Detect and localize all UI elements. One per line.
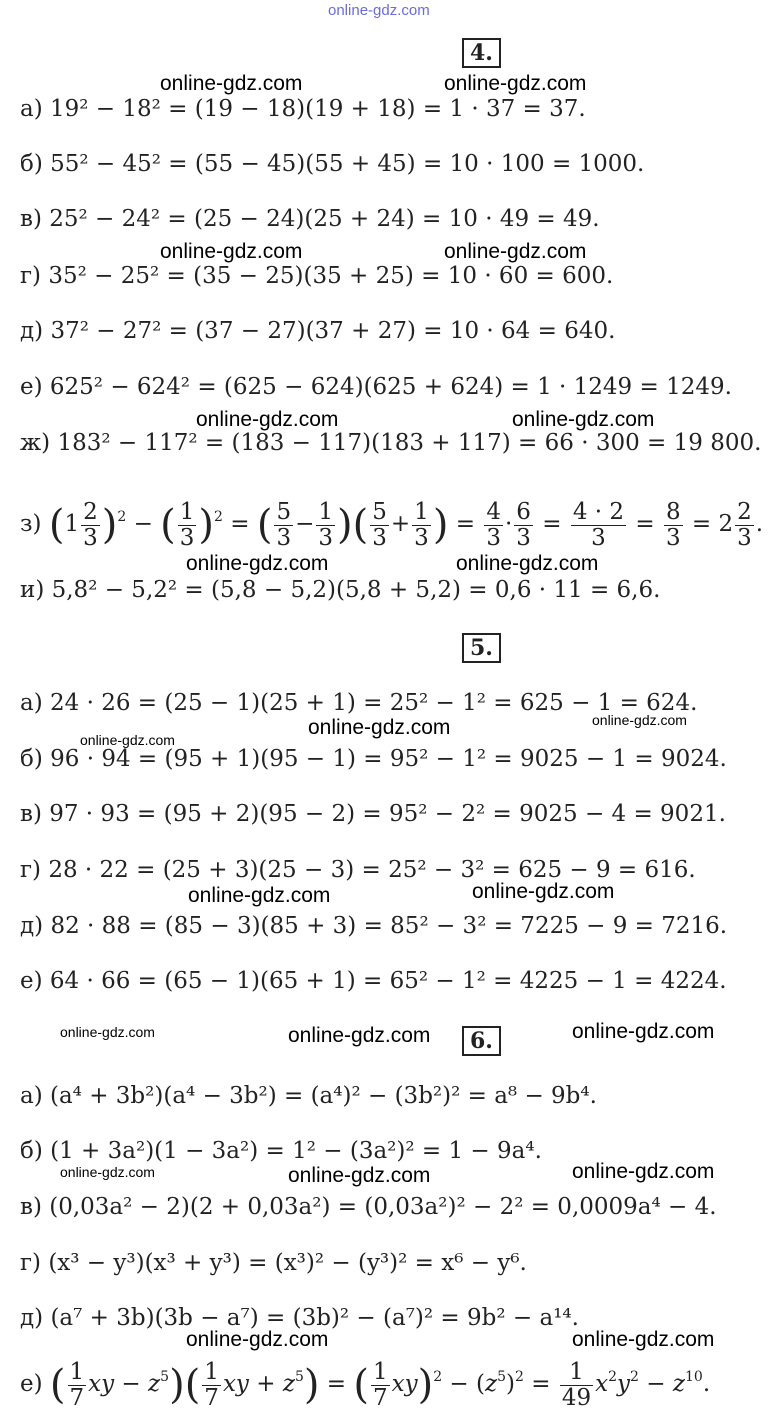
watermark: online-gdz.com: [188, 884, 331, 907]
task4-line-a: а) 19² − 18² = (19 − 18)(19 + 18) = 1 · 37 = 37.: [20, 96, 586, 122]
watermark: online-gdz.com: [186, 1328, 329, 1351]
watermark: online-gdz.com: [160, 72, 303, 95]
task6-line-d: д) (a⁷ + 3b)(3b − a⁷) = (3b)² − (a⁷)² = 9b² − a¹⁴.: [20, 1305, 579, 1331]
task4-line-g: г) 35² − 25² = (35 − 25)(35 + 25) = 10 · 60 = 600.: [20, 263, 614, 289]
watermark: online-gdz.com: [512, 408, 655, 431]
task6-line-a: а) (a⁴ + 3b²)(a⁴ − 3b²) = (a⁴)² − (3b²)² = a⁸ − 9b⁴.: [20, 1083, 597, 1109]
task5-line-g: г) 28 · 22 = (25 + 3)(25 − 3) = 25² − 3² = 625 − 9 = 616.: [20, 857, 696, 883]
task6-line-g: г) (x³ − y³)(x³ + y³) = (x³)² − (y³)² = x⁶ − y⁶.: [20, 1250, 527, 1276]
task5-line-b: б) 96 · 94 = (95 + 1)(95 − 1) = 95² − 1² = 9025 − 1 = 9024.: [20, 746, 727, 772]
section-number-5: 5.: [462, 633, 501, 663]
watermark: online-gdz.com: [592, 712, 687, 728]
task4-line-z-label: з): [20, 511, 42, 537]
watermark: online-gdz.com: [444, 72, 587, 95]
watermark: online-gdz.com: [160, 240, 303, 263]
watermark: online-gdz.com: [288, 1164, 431, 1187]
task4-line-zh: ж) 183² − 117² = (183 − 117)(183 + 117) = 66 · 300 = 19 800.: [20, 430, 762, 456]
watermark: online-gdz.com: [196, 408, 339, 431]
watermark: online-gdz.com: [572, 1328, 715, 1351]
task5-line-a: а) 24 · 26 = (25 − 1)(25 + 1) = 25² − 1² = 625 − 1 = 624.: [20, 690, 698, 716]
watermark: online-gdz.com: [572, 1160, 715, 1183]
task4-line-e: е) 625² − 624² = (625 − 624)(625 + 624) = 1 · 1249 = 1249.: [20, 374, 732, 400]
task6-line-e: е) ( $\frac{1}{7}$ xy − $z^5$)( $\frac{1}{7}$ xy + $z^5$) = ( $\frac{1}{7}$ $xy)^2 - (z^5)^2$ = $\frac{1}{49}$ $x^2y^2 - z^{10}$.: [20, 1358, 711, 1411]
watermark: online-gdz.com: [308, 716, 451, 739]
watermark: online-gdz.com: [186, 552, 329, 575]
task4-line-i: и) 5,8² − 5,2² = (5,8 − 5,2)(5,8 + 5,2) = 0,6 · 11 = 6,6.: [20, 577, 661, 603]
watermark: online-gdz.com: [60, 1164, 155, 1180]
task4-line-b: б) 55² − 45² = (55 − 45)(55 + 45) = 10 · 100 = 1000.: [20, 151, 645, 177]
task4-line-d: д) 37² − 27² = (37 − 27)(37 + 27) = 10 · 64 = 640.: [20, 318, 616, 344]
watermark: online-gdz.com: [456, 552, 599, 575]
section-number-4: 4.: [462, 38, 501, 68]
watermark: online-gdz.com: [572, 1020, 715, 1043]
task6-line-b: б) (1 + 3a²)(1 − 3a²) = 1² − (3a²)² = 1 − 9a⁴.: [20, 1138, 542, 1164]
watermark-top: online-gdz.com: [328, 2, 430, 19]
section-number-6: 6.: [462, 1026, 501, 1056]
watermark: online-gdz.com: [472, 880, 615, 903]
task5-line-e: е) 64 · 66 = (65 − 1)(65 + 1) = 65² − 1² = 4225 − 1 = 4224.: [20, 968, 727, 994]
task6-line-e-label: е): [20, 1371, 43, 1397]
task6-line-v: в) (0,03a² − 2)(2 + 0,03a²) = (0,03a²)² − 2² = 0,0009a⁴ − 4.: [20, 1194, 717, 1220]
watermark: online-gdz.com: [80, 732, 175, 748]
task4-line-v: в) 25² − 24² = (25 − 24)(25 + 24) = 10 · 49 = 49.: [20, 206, 600, 232]
watermark: online-gdz.com: [60, 1024, 155, 1040]
task4-line-z: з) (1 $\frac{2}{3}$ )$^2$ − ( $\frac{1}{3}$ )$^2$ = ( $\frac{5}{3}$ − $\frac{1}{3}$ )( $\frac{5}{3}$ + $\frac{1}{3}$ ) = $\frac{4}{3}$ · $\frac{6}{3}$ = $\frac{4 \cdot 2}{3}$ = $\frac{8}{3}$ = 2 $\frac{2}{3}$ .: [20, 498, 764, 551]
watermark: online-gdz.com: [288, 1024, 431, 1047]
task5-line-d: д) 82 · 88 = (85 − 3)(85 + 3) = 85² − 3² = 7225 − 9 = 7216.: [20, 913, 728, 939]
task5-line-v: в) 97 · 93 = (95 + 2)(95 − 2) = 95² − 2² = 9025 − 4 = 9021.: [20, 801, 726, 827]
watermark: online-gdz.com: [444, 240, 587, 263]
